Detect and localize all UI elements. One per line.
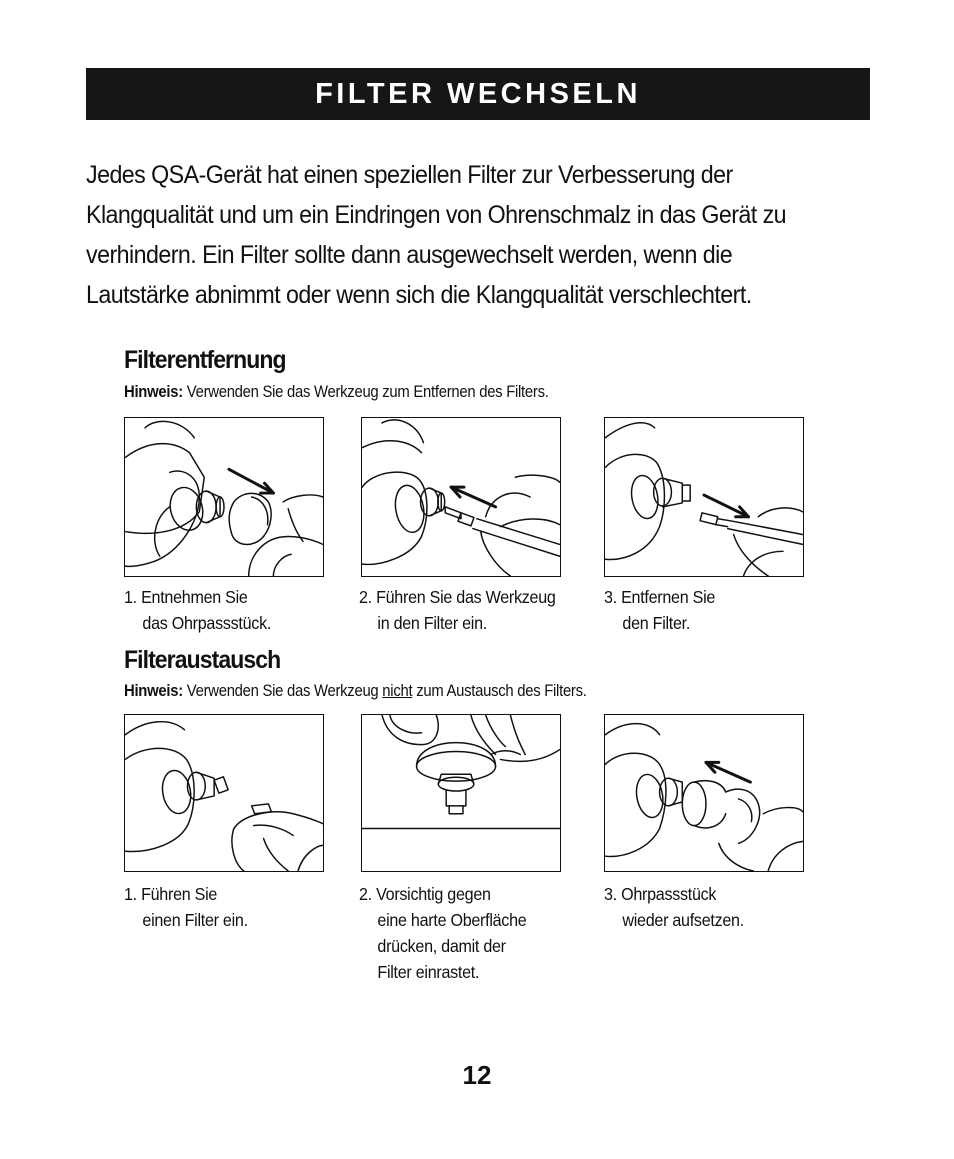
removal-step1-caption: 1. Entnehmen Sie das Ohrpassstück. [124,587,272,633]
removal-step1-illustration [124,417,324,577]
replace-step3-illustration [604,714,804,872]
replace-note-label: Hinweis: [124,682,183,700]
removal-note-label: Hinweis: [124,383,183,401]
replace-note-emphasis: nicht [382,682,413,700]
replace-note: Hinweis: Verwenden Sie das Werkzeug nicht zum Austausch des Filters. [124,682,587,700]
removal-step3-caption: 3. Entfernen Sie den Filter. [604,587,716,633]
intro-paragraph: Jedes QSA-Gerät hat einen speziellen Filter zur Verbesserung der Klangqualität und um ein Eindringen von Ohrenschmalz in das Gerät zu verhindern. Ein Filter sollte dann ausgewechselt werden, wenn die Lautstärke abnimmt oder wenn sich die Klangqualität verschlechtert. [86,161,787,309]
replace-step1-illustration [124,714,324,872]
removal-step2-illustration [361,417,561,577]
replace-heading: Filteraustausch [124,646,281,674]
removal-step2-caption: 2. Führen Sie das Werkzeug in den Filter ein. [359,587,556,633]
replace-step1-caption: 1. Führen Sie einen Filter ein. [124,884,248,930]
removal-heading: Filterentfernung [124,346,286,374]
replace-step2-caption: 2. Vorsichtig gegen eine harte Oberfläche drücken, damit der Filter einrastet. [359,884,527,982]
page-number: 12 [462,1060,492,1090]
page-title: FILTER WECHSELN [315,77,641,110]
replace-step3-caption: 3. Ohrpassstück wieder aufsetzen. [604,884,744,930]
removal-note-text: Verwenden Sie das Werkzeug zum Entfernen des Filters. [186,383,549,401]
removal-note [124,383,549,402]
title-banner [86,68,870,120]
removal-step3-illustration [604,417,804,577]
replace-step2-illustration [361,714,561,872]
